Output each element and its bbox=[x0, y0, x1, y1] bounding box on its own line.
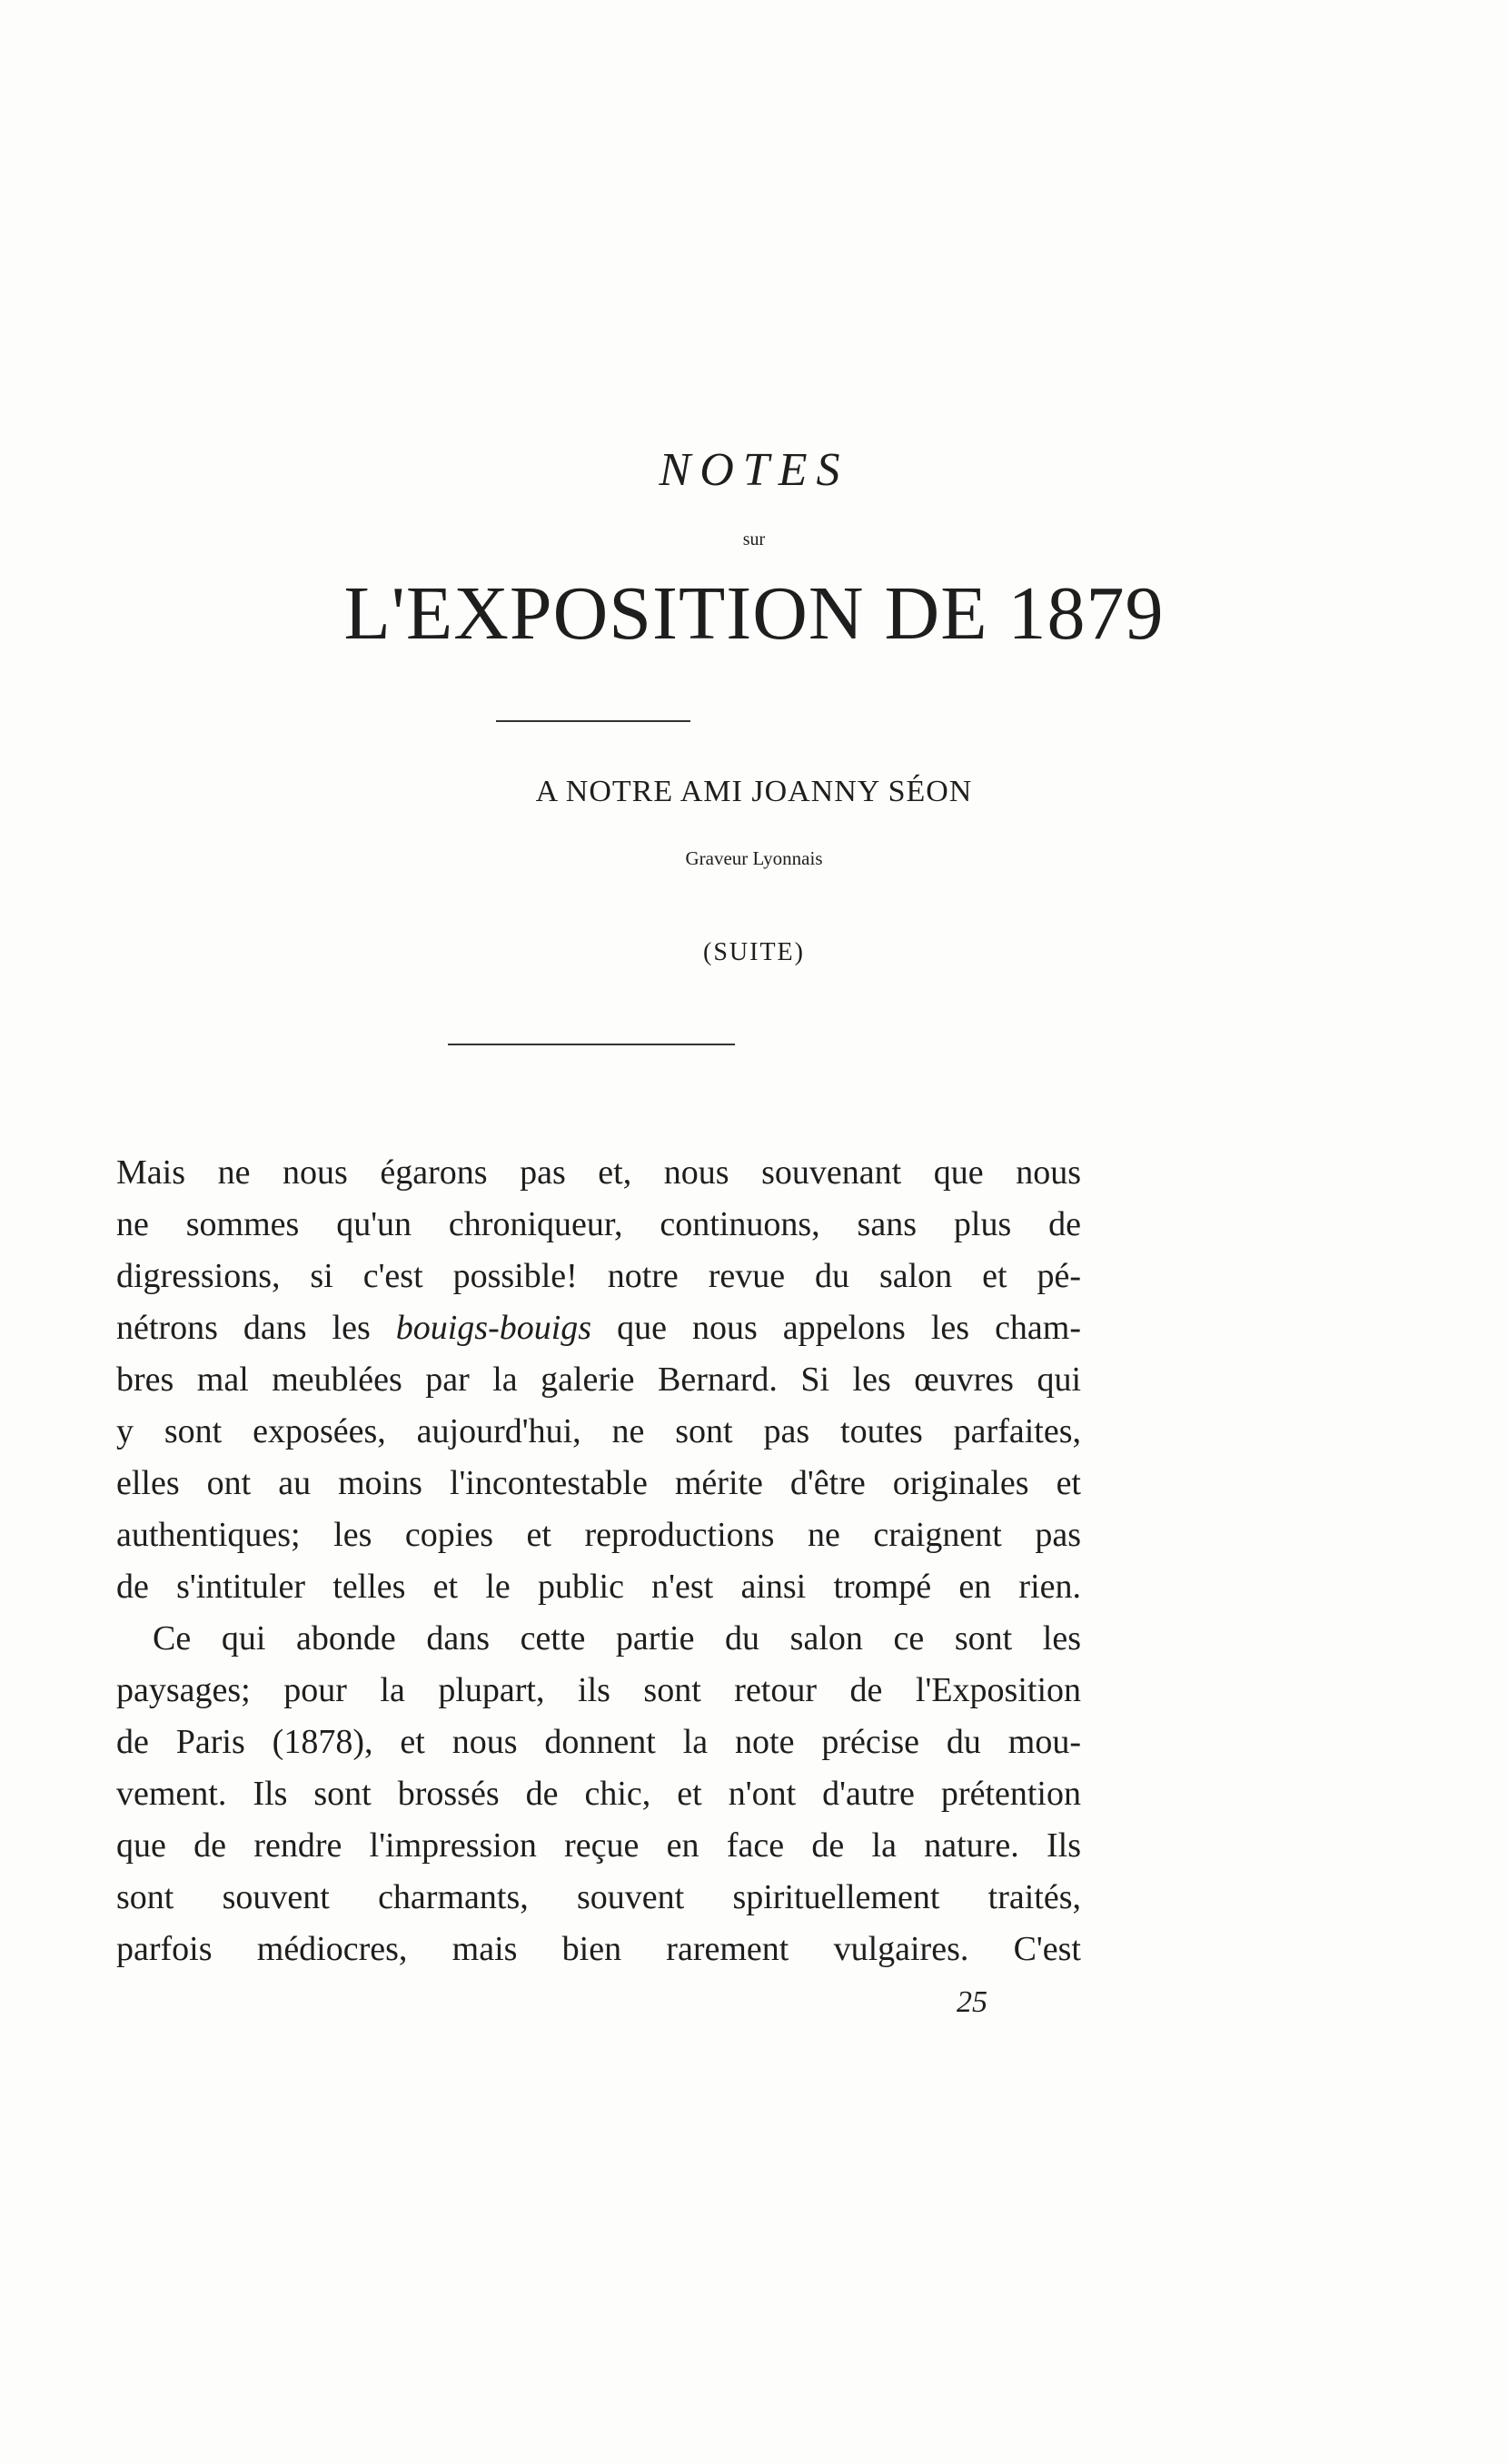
page-number: 25 bbox=[957, 1985, 987, 2019]
dedication: A NOTRE AMI JOANNY SÉON bbox=[535, 775, 973, 808]
italic-term: bouigs-bouigs bbox=[395, 1309, 592, 1347]
heading-notes: NOTES bbox=[659, 444, 849, 496]
text-line: Ce qui abonde dans cette partie du salon ce sont les bbox=[153, 1619, 1081, 1658]
text-line: digressions, si c'est possible! notre revue du salon et pé- bbox=[116, 1257, 1081, 1295]
text-line: paysages; pour la plupart, ils sont retour de l'Exposition bbox=[116, 1671, 1081, 1709]
dedication-profession: Graveur Lyonnais bbox=[685, 847, 823, 869]
text-line: bres mal meublées par la galerie Bernard. Si les œuvres qui bbox=[116, 1361, 1081, 1399]
text-line: que de rendre l'impression reçue en face de la nature. Ils bbox=[116, 1826, 1081, 1865]
heading-sur: sur bbox=[742, 529, 766, 549]
divider-top bbox=[496, 720, 690, 722]
text-line: y sont exposées, aujourd'hui, ne sont pas toutes parfaites, bbox=[116, 1412, 1081, 1450]
text-line: vement. Ils sont brossés de chic, et n'ont d'autre prétention bbox=[116, 1775, 1081, 1813]
text-line: authentiques; les copies et reproductions ne craignent pas bbox=[116, 1516, 1081, 1554]
suite-label: (SUITE) bbox=[703, 938, 805, 966]
text-line: de s'intituler telles et le public n'est ainsi trompé en rien. bbox=[116, 1568, 1081, 1606]
text-line: elles ont au moins l'incontestable mérite d'être originales et bbox=[116, 1464, 1081, 1502]
text-line-start: nétrons dans les bbox=[116, 1309, 396, 1347]
text-line: Mais ne nous égarons pas et, nous souvenant que nous bbox=[116, 1153, 1081, 1192]
text-line-end: que nous appelons les cham- bbox=[591, 1309, 1082, 1347]
page-title: L'EXPOSITION DE 1879 bbox=[343, 571, 1165, 656]
text-line bbox=[116, 1302, 1081, 1354]
text-line: ne sommes qu'un chroniqueur, continuons, sans plus de bbox=[116, 1205, 1081, 1243]
divider-bottom bbox=[448, 1044, 735, 1045]
body-text bbox=[116, 1147, 1081, 1975]
text-line: de Paris (1878), et nous donnent la note précise du mou- bbox=[116, 1723, 1081, 1761]
text-line: parfois médiocres, mais bien rarement vulgaires. C'est bbox=[116, 1930, 1081, 1968]
text-line: sont souvent charmants, souvent spirituellement traités, bbox=[116, 1878, 1081, 1916]
